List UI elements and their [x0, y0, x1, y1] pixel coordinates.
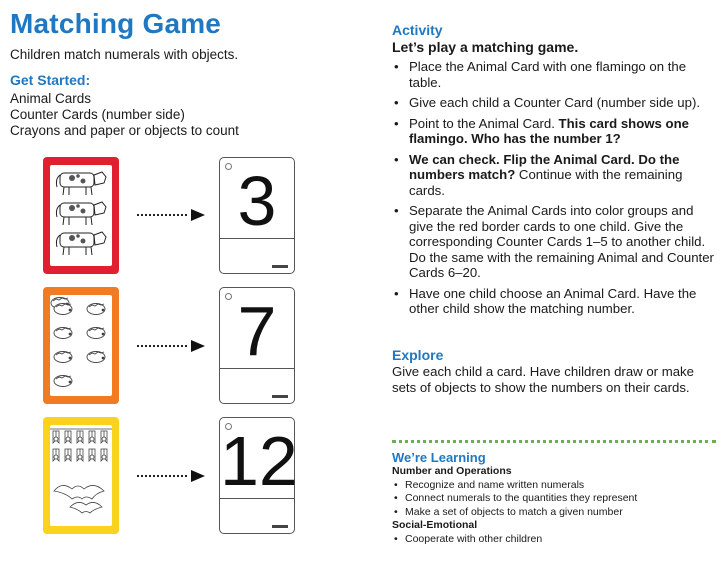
- animal-card-cows: [43, 157, 119, 274]
- activity-heading: Activity: [392, 22, 443, 38]
- numeral: 7: [237, 292, 277, 370]
- explore-heading: Explore: [392, 347, 444, 363]
- activity-step: • Give each child a Counter Card (number side up).: [392, 95, 714, 111]
- learning-goal: • Recognize and name written numerals: [392, 479, 722, 493]
- activity-step: • Place the Animal Card with one flamingo on the table.: [392, 59, 714, 90]
- activity-step: • Separate the Animal Cards into color groups and give the red border cards to one child. Give the corresponding Counter Cards 1–5 to another child. Do the same with the remaining Animal and Counter Cards 6–20.: [392, 203, 714, 281]
- get-started-heading: Get Started:: [10, 72, 91, 88]
- material-item: Animal Cards: [10, 91, 92, 106]
- activity-lead: Let’s play a matching game.: [392, 39, 579, 55]
- learning-goal: • Cooperate with other children: [392, 533, 722, 547]
- counter-card-7: [219, 287, 295, 404]
- activity-step: • Point to the Animal Card. This card shows one flamingo. Who has the number 1?: [392, 116, 714, 147]
- counter-card-12: [219, 417, 298, 534]
- match-arrow: [137, 209, 205, 221]
- activity-step: • Have one child choose an Animal Card. Have the other child show the matching number.: [392, 286, 714, 317]
- intro-text: Children match numerals with objects.: [10, 47, 239, 62]
- page-title: Matching Game: [10, 8, 222, 39]
- counter-card-3: [219, 157, 295, 274]
- learning-goals: [392, 465, 722, 547]
- activity-list: [392, 59, 714, 322]
- explore-text: Give each child a card. Have children draw or make sets of objects to show the numbers on their cards.: [392, 364, 694, 395]
- cow-illustration: [50, 165, 112, 266]
- learning-goal: • Connect numerals to the quantities they represent: [392, 492, 722, 506]
- section-divider: [392, 440, 716, 443]
- animal-card-bats: [43, 417, 119, 534]
- learning-goal: • Make a set of objects to match a given number: [392, 506, 722, 520]
- learning-section-title: Social-Emotional: [392, 519, 478, 532]
- material-item: Counter Cards (number side): [10, 107, 185, 122]
- activity-step: • We can check. Flip the Animal Card. Do the numbers match? Continue with the remaining cards.: [392, 152, 714, 199]
- learning-heading: We’re Learning: [392, 450, 486, 465]
- hedgehog-illustration: [50, 295, 112, 396]
- match-arrow: [137, 340, 205, 352]
- learning-section-title: Number and Operations: [392, 465, 512, 477]
- bat-illustration: [50, 425, 112, 526]
- numeral: 12: [220, 422, 298, 500]
- match-arrow: [137, 470, 205, 482]
- animal-card-hedgehogs: [43, 287, 119, 404]
- material-item: Crayons and paper or objects to count: [10, 123, 239, 138]
- materials-list: [10, 91, 239, 139]
- numeral: 3: [237, 162, 277, 240]
